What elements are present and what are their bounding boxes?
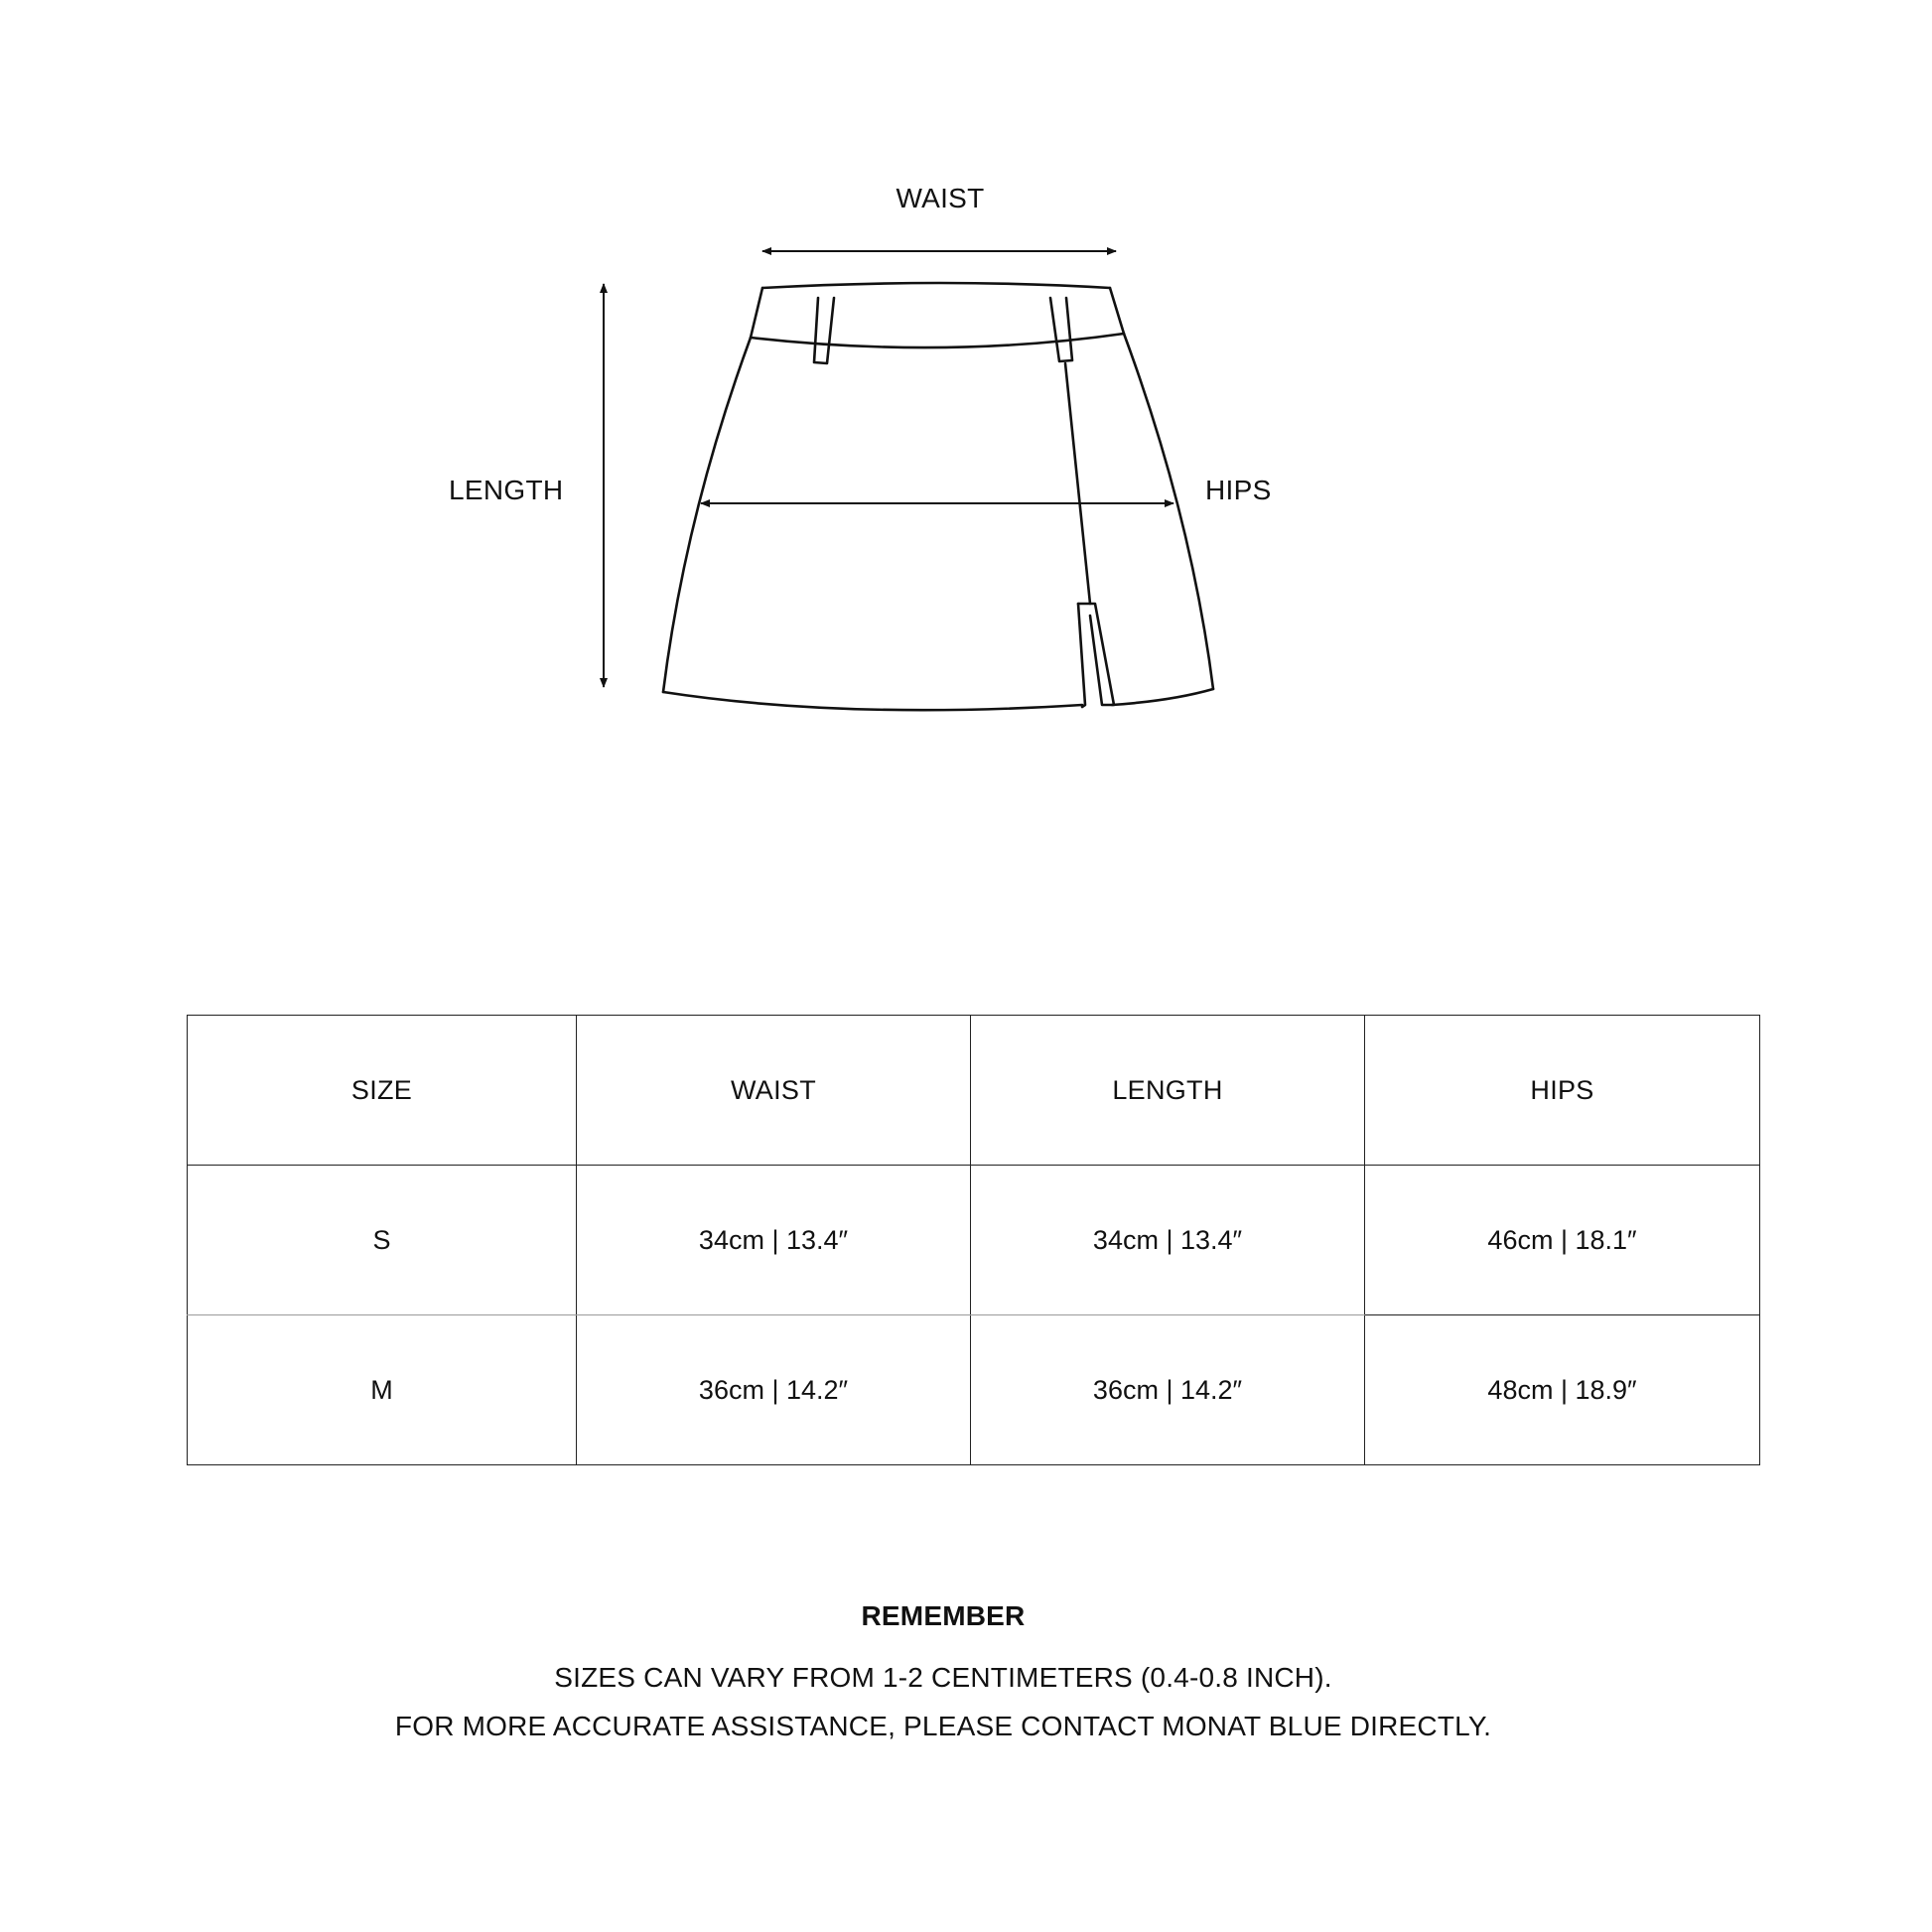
skirt-outline-icon <box>0 0 1932 794</box>
length-cell: 34cm | 13.4″ <box>971 1166 1365 1315</box>
waist-label: WAIST <box>896 183 985 213</box>
notes-line-2: FOR MORE ACCURATE ASSISTANCE, PLEASE CONTACT MONAT BLUE DIRECTLY. <box>394 1711 1492 1741</box>
header-hips: HIPS <box>1365 1016 1760 1166</box>
waist-cell: 36cm | 14.2″ <box>577 1315 971 1465</box>
measurement-diagram <box>0 0 1932 794</box>
table-row <box>188 1315 1760 1465</box>
waist-cell: 34cm | 13.4″ <box>577 1166 971 1315</box>
hips-cell: 46cm | 18.1″ <box>1365 1166 1760 1315</box>
header-size: SIZE <box>188 1016 577 1166</box>
table-header-row <box>188 1016 1760 1166</box>
notes-line-1: SIZES CAN VARY FROM 1-2 CENTIMETERS (0.4-0.8 INCH). <box>554 1662 1332 1693</box>
header-length: LENGTH <box>971 1016 1365 1166</box>
notes-heading: REMEMBER <box>861 1600 1026 1631</box>
size-cell: M <box>188 1315 577 1465</box>
length-label: LENGTH <box>449 475 564 505</box>
size-chart-table <box>187 1015 1760 1465</box>
header-waist: WAIST <box>577 1016 971 1166</box>
size-cell: S <box>188 1166 577 1315</box>
hips-label: HIPS <box>1205 475 1272 505</box>
table-row <box>188 1166 1760 1315</box>
hips-cell: 48cm | 18.9″ <box>1365 1315 1760 1465</box>
length-cell: 36cm | 14.2″ <box>971 1315 1365 1465</box>
